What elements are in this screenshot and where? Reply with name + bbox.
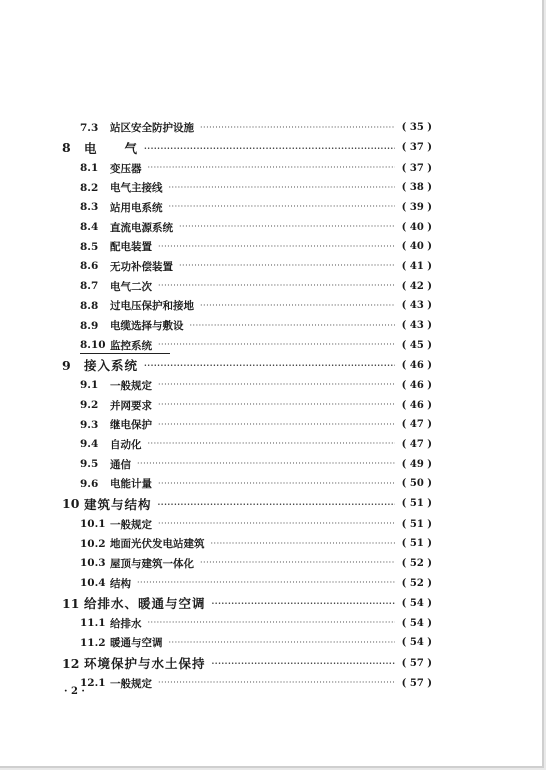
toc-entry bbox=[62, 534, 432, 554]
dot-leader bbox=[158, 380, 395, 390]
toc-entry bbox=[62, 355, 432, 376]
toc-entry-title: 一般规定 bbox=[110, 518, 152, 531]
toc-entry-title: 电气二次 bbox=[110, 280, 152, 293]
toc-entry-number: 10.3 bbox=[80, 557, 106, 570]
toc-entry-page: ( 46 ) bbox=[401, 359, 432, 371]
toc-entry-number: 8 bbox=[62, 140, 71, 156]
toc-entry-title: 地面光伏发电站建筑 bbox=[110, 538, 205, 551]
toc-entry-number: 10.1 bbox=[80, 518, 106, 531]
toc-entry-page: ( 54 ) bbox=[401, 597, 432, 609]
toc-entry-number: 11.2 bbox=[80, 636, 106, 649]
toc-entry bbox=[62, 158, 432, 178]
toc-entry bbox=[62, 198, 432, 218]
table-of-contents bbox=[62, 118, 432, 693]
toc-entry bbox=[62, 435, 432, 455]
toc-entry bbox=[62, 514, 432, 534]
toc-entry-page: ( 52 ) bbox=[401, 557, 432, 569]
dot-leader bbox=[200, 558, 395, 568]
toc-entry-number: 9.3 bbox=[80, 418, 99, 431]
toc-entry-title: 自动化 bbox=[110, 438, 142, 451]
toc-entry-title: 站用电系统 bbox=[110, 201, 163, 214]
toc-entry bbox=[62, 316, 432, 336]
toc-entry-number: 10 bbox=[62, 496, 80, 512]
toc-entry-page: ( 35 ) bbox=[401, 122, 432, 134]
toc-entry bbox=[62, 335, 432, 355]
toc-entry-number: 8.8 bbox=[80, 299, 99, 312]
toc-entry bbox=[62, 494, 432, 515]
dot-leader bbox=[169, 638, 396, 648]
toc-entry-page: ( 41 ) bbox=[401, 260, 432, 272]
toc-entry-page: ( 42 ) bbox=[401, 280, 432, 292]
toc-entry bbox=[62, 415, 432, 435]
toc-entry-number: 7.3 bbox=[80, 121, 99, 134]
toc-entry bbox=[62, 633, 432, 653]
dot-leader bbox=[144, 360, 395, 370]
dot-leader bbox=[158, 519, 395, 529]
toc-entry bbox=[62, 376, 432, 396]
toc-entry-page: ( 51 ) bbox=[401, 538, 432, 550]
toc-entry-title: 并网要求 bbox=[110, 399, 152, 412]
dot-leader bbox=[158, 340, 395, 350]
dot-leader bbox=[212, 598, 395, 608]
toc-entry bbox=[62, 673, 432, 693]
toc-entry-page: ( 52 ) bbox=[401, 577, 432, 589]
toc-entry-title: 接入系统 bbox=[84, 358, 139, 374]
toc-entry-title: 一般规定 bbox=[110, 677, 152, 690]
toc-entry-number: 8.3 bbox=[80, 201, 99, 214]
toc-entry-number: 8.4 bbox=[80, 221, 99, 234]
toc-entry-page: ( 43 ) bbox=[401, 300, 432, 312]
toc-entry-title: 环境保护与水土保持 bbox=[84, 656, 206, 672]
dot-leader bbox=[158, 678, 395, 688]
dot-leader bbox=[158, 499, 395, 509]
dot-leader bbox=[158, 400, 395, 410]
toc-entry-page: ( 57 ) bbox=[401, 657, 432, 669]
toc-entry-title: 暖通与空调 bbox=[110, 637, 163, 650]
dot-leader bbox=[137, 459, 395, 469]
toc-entry-title: 屋顶与建筑一体化 bbox=[110, 557, 194, 570]
toc-entry bbox=[62, 118, 432, 138]
toc-entry bbox=[62, 296, 432, 316]
dot-leader bbox=[137, 578, 395, 588]
toc-entry-page: ( 57 ) bbox=[401, 677, 432, 689]
toc-entry-title: 过电压保护和接地 bbox=[110, 300, 194, 313]
toc-entry bbox=[62, 395, 432, 415]
toc-entry-title: 直流电源系统 bbox=[110, 221, 173, 234]
dot-leader bbox=[200, 301, 395, 311]
toc-entry-title: 变压器 bbox=[110, 162, 142, 175]
dot-leader bbox=[211, 539, 396, 549]
dot-leader bbox=[148, 163, 396, 173]
dot-leader bbox=[148, 618, 396, 628]
dot-leader bbox=[212, 658, 395, 668]
toc-entry-page: ( 37 ) bbox=[401, 142, 432, 154]
toc-entry-number: 9.2 bbox=[80, 399, 99, 412]
toc-entry-page: ( 40 ) bbox=[401, 241, 432, 253]
dot-leader bbox=[158, 479, 395, 489]
toc-entry-page: ( 40 ) bbox=[401, 221, 432, 233]
toc-entry-number: 12 bbox=[62, 655, 80, 671]
page-number: · 2 · bbox=[64, 686, 85, 697]
toc-entry-number: 8.9 bbox=[80, 319, 99, 332]
toc-entry-number: 8.2 bbox=[80, 181, 99, 194]
toc-entry-number: 9.4 bbox=[80, 438, 99, 451]
toc-entry-title: 通信 bbox=[110, 458, 131, 471]
toc-entry-page: ( 49 ) bbox=[401, 458, 432, 470]
toc-entry bbox=[62, 217, 432, 237]
toc-entry bbox=[62, 593, 432, 614]
dot-leader bbox=[179, 261, 395, 271]
toc-entry bbox=[62, 138, 432, 159]
toc-entry-title: 监控系统 bbox=[110, 339, 152, 352]
toc-entry-title: 电缆选择与敷设 bbox=[110, 320, 184, 333]
toc-entry-number: 9.5 bbox=[80, 458, 99, 471]
toc-entry bbox=[62, 178, 432, 198]
toc-entry-page: ( 38 ) bbox=[401, 182, 432, 194]
dot-leader bbox=[148, 439, 396, 449]
dot-leader bbox=[200, 123, 395, 133]
toc-entry-title: 无功补偿装置 bbox=[110, 260, 173, 273]
toc-entry bbox=[62, 554, 432, 574]
toc-entry-number: 11.1 bbox=[80, 617, 106, 630]
toc-entry-title: 站区安全防护设施 bbox=[110, 122, 194, 135]
dot-leader bbox=[169, 202, 396, 212]
dot-leader bbox=[190, 321, 396, 331]
toc-entry-page: ( 51 ) bbox=[401, 498, 432, 510]
toc-entry-page: ( 50 ) bbox=[401, 478, 432, 490]
toc-entry-title: 配电装置 bbox=[110, 241, 152, 254]
toc-entry-page: ( 54 ) bbox=[401, 617, 432, 629]
toc-entry-page: ( 37 ) bbox=[401, 162, 432, 174]
toc-entry-page: ( 45 ) bbox=[401, 339, 432, 351]
toc-entry-number: 10.4 bbox=[80, 577, 106, 590]
entry-underline bbox=[80, 353, 170, 354]
toc-entry-title: 一般规定 bbox=[110, 379, 152, 392]
dot-leader bbox=[169, 183, 396, 193]
toc-entry-title: 继电保护 bbox=[110, 419, 152, 432]
toc-entry-page: ( 47 ) bbox=[401, 438, 432, 450]
toc-entry bbox=[62, 237, 432, 257]
toc-entry-title: 结构 bbox=[110, 577, 131, 590]
toc-entry-number: 12.1 bbox=[80, 677, 106, 690]
toc-entry bbox=[62, 276, 432, 296]
toc-entry bbox=[62, 454, 432, 474]
toc-entry-page: ( 39 ) bbox=[401, 201, 432, 213]
toc-entry bbox=[62, 573, 432, 593]
toc-entry bbox=[62, 653, 432, 674]
toc-entry-title: 电能计量 bbox=[110, 478, 152, 491]
toc-entry-title: 给排水 bbox=[110, 617, 142, 630]
dot-leader bbox=[144, 143, 395, 153]
toc-entry-number: 11 bbox=[62, 595, 80, 611]
toc-entry-page: ( 51 ) bbox=[401, 518, 432, 530]
dot-leader bbox=[158, 281, 395, 291]
toc-entry bbox=[62, 474, 432, 494]
toc-entry-page: ( 43 ) bbox=[401, 320, 432, 332]
dot-leader bbox=[158, 420, 395, 430]
toc-entry-number: 8.10 bbox=[80, 339, 106, 352]
toc-entry bbox=[62, 257, 432, 277]
toc-entry-page: ( 46 ) bbox=[401, 399, 432, 411]
toc-entry-number: 8.6 bbox=[80, 260, 99, 273]
dot-leader bbox=[179, 222, 395, 232]
toc-entry-page: ( 46 ) bbox=[401, 379, 432, 391]
toc-entry-number: 8.1 bbox=[80, 162, 99, 175]
toc-entry-number: 8.5 bbox=[80, 240, 99, 253]
toc-entry-number: 9 bbox=[62, 357, 71, 373]
toc-entry-number: 8.7 bbox=[80, 280, 99, 293]
toc-entry-title: 给排水、暖通与空调 bbox=[84, 596, 206, 612]
toc-entry-number: 10.2 bbox=[80, 537, 106, 550]
toc-entry-number: 9.1 bbox=[80, 379, 99, 392]
toc-entry-title: 电气主接线 bbox=[110, 182, 163, 195]
dot-leader bbox=[158, 242, 395, 252]
toc-entry-page: ( 47 ) bbox=[401, 419, 432, 431]
toc-entry-page: ( 54 ) bbox=[401, 637, 432, 649]
toc-entry-number: 9.6 bbox=[80, 477, 99, 490]
toc-entry-title: 建筑与结构 bbox=[84, 496, 152, 512]
toc-entry-title: 电 气 bbox=[84, 140, 139, 156]
toc-entry bbox=[62, 613, 432, 633]
